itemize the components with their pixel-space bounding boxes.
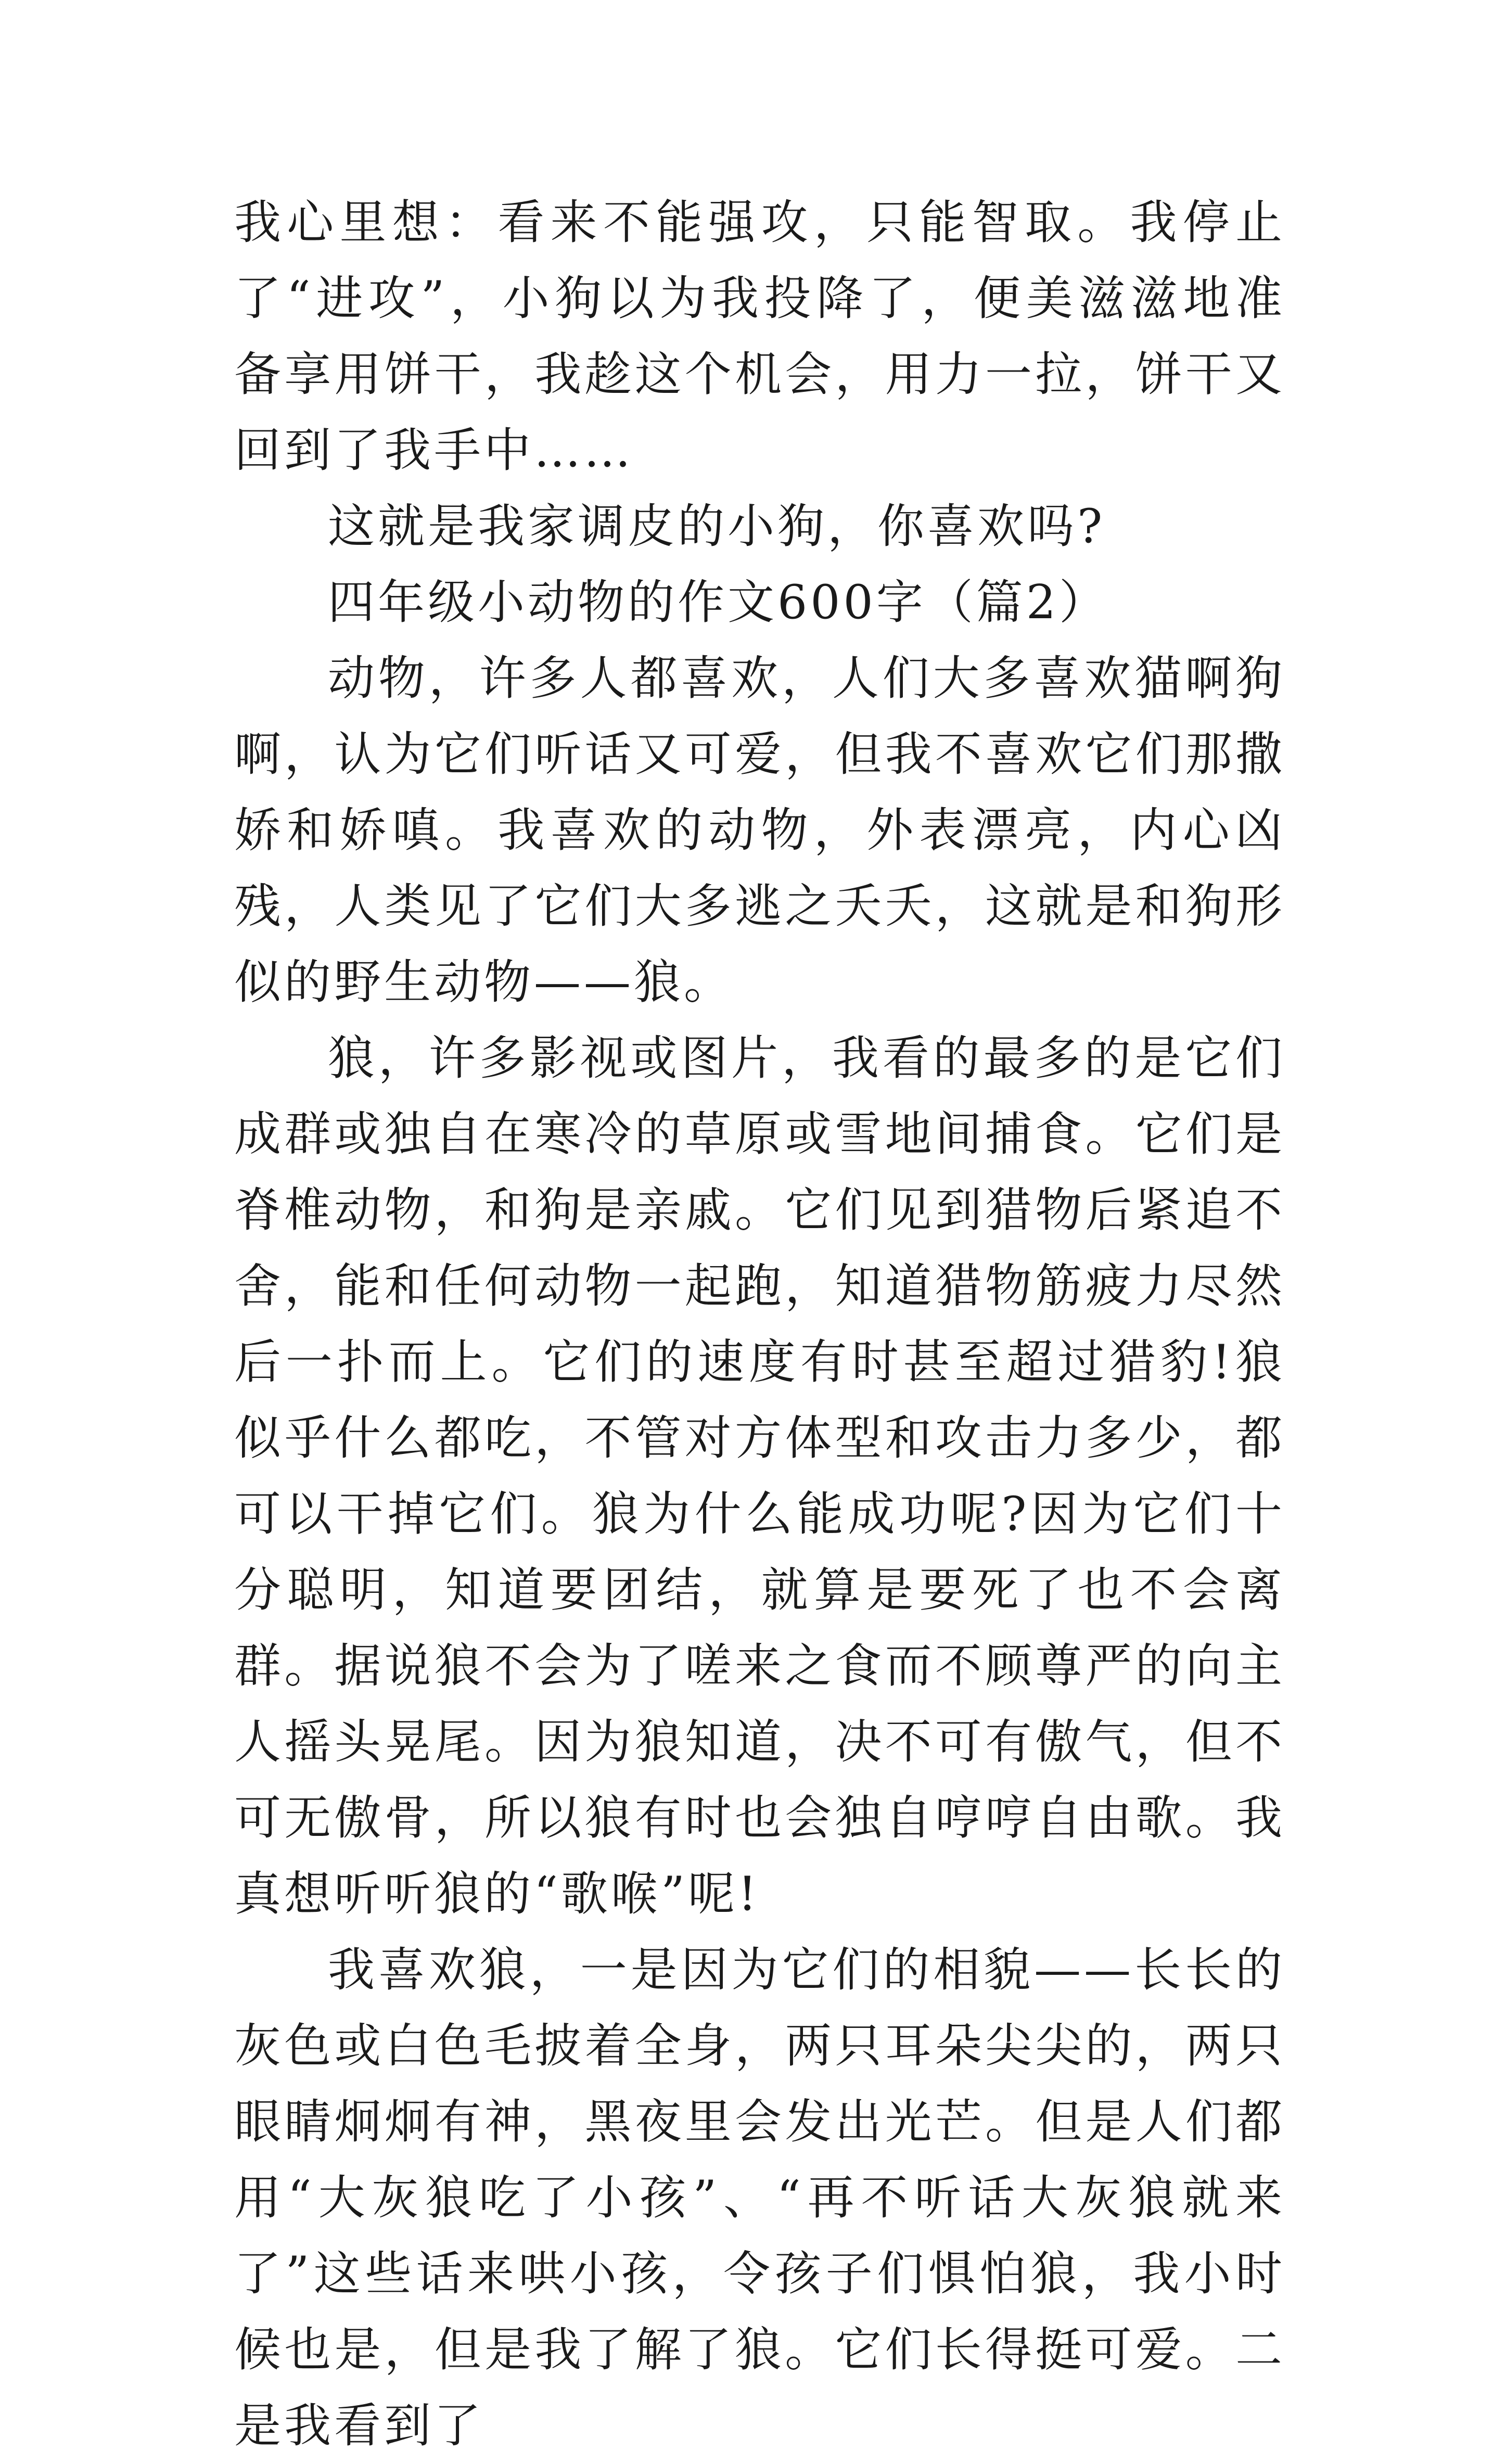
paragraph-why-like-wolf: 我喜欢狼，一是因为它们的相貌——长长的灰色或白色毛披着全身，两只耳朵尖尖的，两只眼睛炯炯有神，黑夜里会发出光芒。但是人们都用“大灰狼吃了小孩”、“再不听话大灰狼就来了”这些话来哄小孩，令孩子们惧怕狼，我小时候也是，但是我了解了狼。它们长得挺可爱。二是我看到了	[234, 1943, 1285, 2453]
paragraph-wolf-description: 狼，许多影视或图片，我看的最多的是它们成群或独自在寒冷的草原或雪地间捕食。它们是脊椎动物，和狗是亲戚。它们见到猎物后紧追不舍，能和任何动物一起跑，知道猎物筋疲力尽然后一扑而上。它们的速度有时甚至超过猎豹!狼似乎什么都吃，不管对方体型和攻击力多少，都可以干掉它们。狼为什么能成功呢?因为它们十分聪明，知道要团结，就算是要死了也不会离群。据说狼不会为了嗟来之食而不顾尊严的向主人摇头晃尾。因为狼知道，决不可有傲气，但不可无傲骨，所以狼有时也会独自哼哼自由歌。我真想听听狼的“歌喉”呢!	[234, 1031, 1285, 1921]
paragraph-continuation: 我心里想：看来不能强攻，只能智取。我停止了“进攻”，小狗以为我投降了，便美滋滋地准备享用饼干，我趁这个机会，用力一拉，饼干又回到了我手中……	[234, 195, 1285, 478]
paragraph-intro: 动物，许多人都喜欢，人们大多喜欢猫啊狗啊，认为它们听话又可爱，但我不喜欢它们那撒娇和娇嗔。我喜欢的动物，外表漂亮，内心凶残，人类见了它们大多逃之夭夭，这就是和狗形似的野生动物——狼。	[234, 651, 1285, 1010]
paragraph-question: 这就是我家调皮的小狗，你喜欢吗?	[328, 499, 1106, 554]
document-body	[234, 185, 1285, 2464]
essay-heading: 四年级小动物的作文600字（篇2）	[328, 575, 1109, 630]
